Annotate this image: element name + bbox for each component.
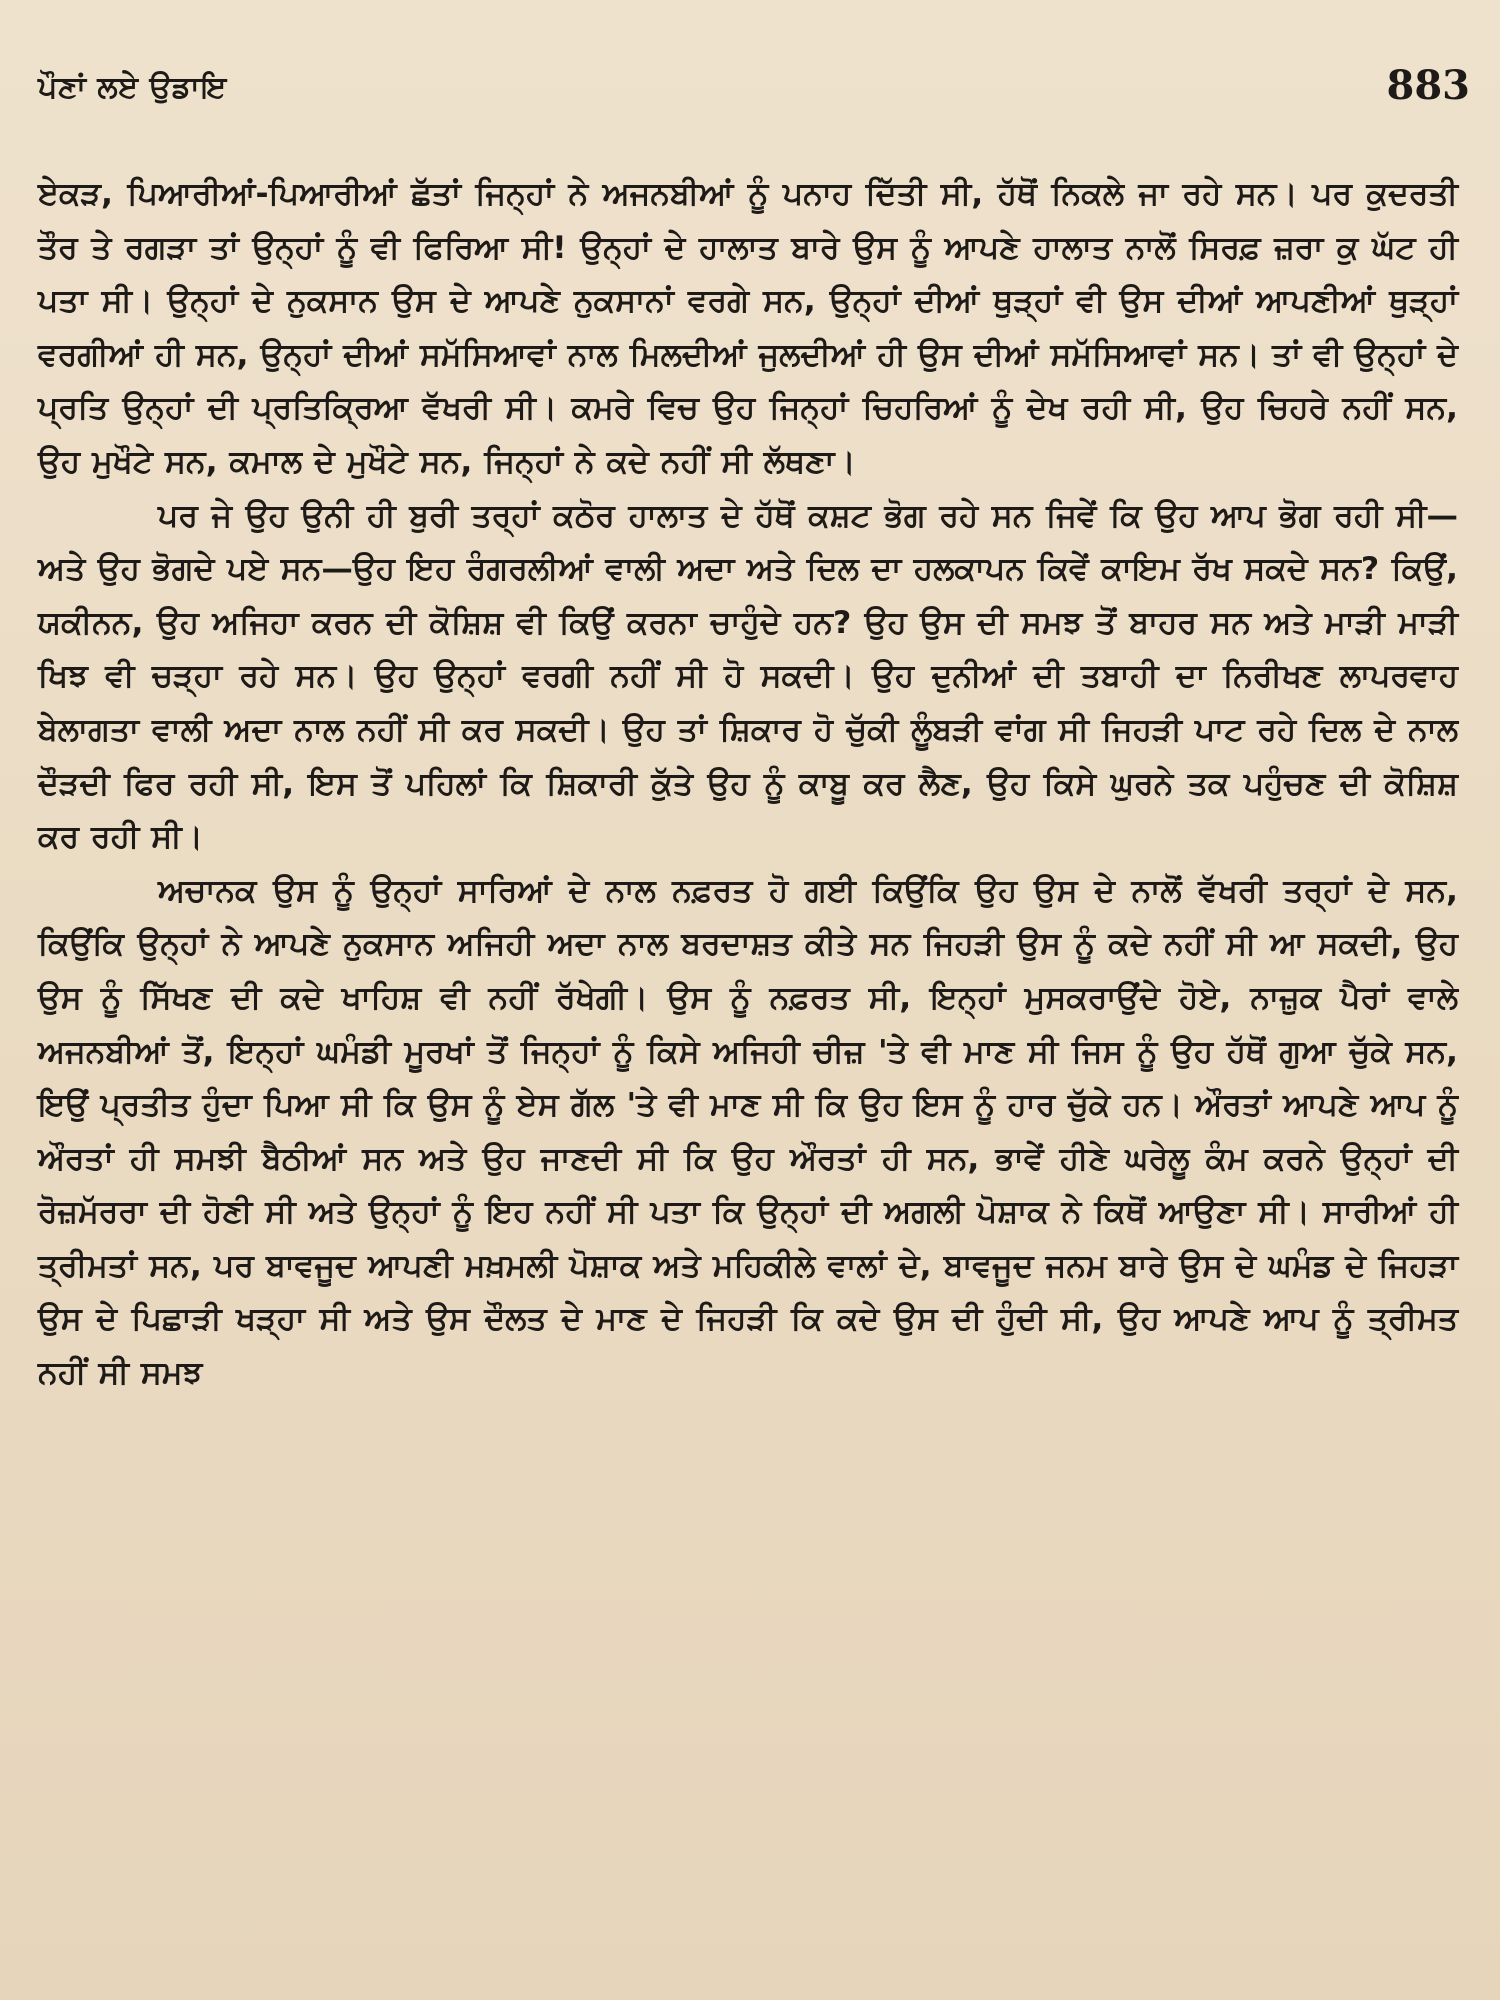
paragraph-3: ਅਚਾਨਕ ਉਸ ਨੂੰ ਉਨ੍ਹਾਂ ਸਾਰਿਆਂ ਦੇ ਨਾਲ ਨਫ਼ਰਤ ਹੋ ਗਈ ਕਿਉਂਕਿ ਉਹ ਉਸ ਦੇ ਨਾਲੋਂ ਵੱਖਰੀ ਤਰ੍ਹਾਂ ਦੇ ਸਨ, ਕਿਉਂਕਿ ਉਨ੍ਹਾਂ ਨੇ ਆਪਣੇ ਨੁਕਸਾਨ ਅਜਿਹੀ ਅਦਾ ਨਾਲ ਬਰਦਾਸ਼ਤ ਕੀਤੇ ਸਨ ਜਿਹੜੀ ਉਸ ਨੂੰ ਕਦੇ ਨਹੀਂ ਸੀ ਆ ਸਕਦੀ, ਉਹ ਉਸ ਨੂੰ ਸਿੱਖਣ ਦੀ ਕਦੇ ਖਾਹਿਸ਼ ਵੀ ਨਹੀਂ ਰੱਖੇਗੀ। ਉਸ ਨੂੰ ਨਫ਼ਰਤ ਸੀ, ਇਨ੍ਹਾਂ ਮੁਸਕਰਾਉਂਦੇ ਹੋਏ, ਨਾਜ਼ੁਕ ਪੈਰਾਂ ਵਾਲੇ ਅਜਨਬੀਆਂ ਤੋਂ, ਇਨ੍ਹਾਂ ਘਮੰਡੀ ਮੂਰਖਾਂ ਤੋਂ ਜਿਨ੍ਹਾਂ ਨੂੰ ਕਿਸੇ ਅਜਿਹੀ ਚੀਜ਼ 'ਤੇ ਵੀ ਮਾਣ ਸੀ ਜਿਸ ਨੂੰ ਉਹ ਹੱਥੋਂ ਗੁਆ ਚੁੱਕੇ ਸਨ, ਇਉਂ ਪ੍ਰਤੀਤ ਹੁੰਦਾ ਪਿਆ ਸੀ ਕਿ ਉਸ ਨੂੰ ਏਸ ਗੱਲ 'ਤੇ ਵੀ ਮਾਣ ਸੀ ਕਿ ਉਹ ਇਸ ਨੂੰ ਹਾਰ ਚੁੱਕੇ ਹਨ। ਔਰਤਾਂ ਆਪਣੇ ਆਪ ਨੂੰ ਔਰਤਾਂ ਹੀ ਸਮਝੀ ਬੈਠੀਆਂ ਸਨ ਅਤੇ ਉਹ ਜਾਣਦੀ ਸੀ ਕਿ ਉਹ ਔਰਤਾਂ ਹੀ ਸਨ, ਭਾਵੇਂ ਹੀਣੇ ਘਰੇਲੂ ਕੰਮ ਕਰਨੇ ਉਨ੍ਹਾਂ ਦੀ ਰੋਜ਼ਮੱਰਰਾ ਦੀ ਹੋਣੀ ਸੀ ਅਤੇ ਉਨ੍ਹਾਂ ਨੂੰ ਇਹ ਨਹੀਂ ਸੀ ਪਤਾ ਕਿ ਉਨ੍ਹਾਂ ਦੀ ਅਗਲੀ ਪੋਸ਼ਾਕ ਨੇ ਕਿਥੋਂ ਆਉਣਾ ਸੀ। ਸਾਰੀਆਂ ਹੀ ਤ੍ਰੀਮਤਾਂ ਸਨ, ਪਰ ਬਾਵਜੂਦ ਆਪਣੀ ਮਖ਼ਮਲੀ ਪੋਸ਼ਾਕ ਅਤੇ ਮਹਿਕੀਲੇ ਵਾਲਾਂ ਦੇ, ਬਾਵਜੂਦ ਜਨਮ ਬਾਰੇ ਉਸ ਦੇ ਘਮੰਡ ਦੇ ਜਿਹੜਾ ਉਸ ਦੇ ਪਿਛਾੜੀ ਖੜ੍ਹਾ ਸੀ ਅਤੇ ਉਸ ਦੌਲਤ ਦੇ ਮਾਣ ਦੇ ਜਿਹੜੀ ਕਿ ਕਦੇ ਉਸ ਦੀ ਹੁੰਦੀ ਸੀ, ਉਹ ਆਪਣੇ ਆਪ ਨੂੰ ਤ੍ਰੀਮਤ ਨਹੀਂ ਸੀ ਸਮਝ [38,872,1458,1392]
page-number: 883 [1386,62,1470,109]
body-text [38,168,1458,1401]
paragraph-2: ਪਰ ਜੇ ਉਹ ਉਨੀ ਹੀ ਬੁਰੀ ਤਰ੍ਹਾਂ ਕਠੋਰ ਹਾਲਾਤ ਦੇ ਹੱਥੋਂ ਕਸ਼ਟ ਭੋਗ ਰਹੇ ਸਨ ਜਿਵੇਂ ਕਿ ਉਹ ਆਪ ਭੋਗ ਰਹੀ ਸੀ—ਅਤੇ ਉਹ ਭੋਗਦੇ ਪਏ ਸਨ—ਉਹ ਇਹ ਰੰਗਰਲੀਆਂ ਵਾਲੀ ਅਦਾ ਅਤੇ ਦਿਲ ਦਾ ਹਲਕਾਪਨ ਕਿਵੇਂ ਕਾਇਮ ਰੱਖ ਸਕਦੇ ਸਨ? ਕਿਉਂ, ਯਕੀਨਨ, ਉਹ ਅਜਿਹਾ ਕਰਨ ਦੀ ਕੋਸ਼ਿਸ਼ ਵੀ ਕਿਉਂ ਕਰਨਾ ਚਾਹੁੰਦੇ ਹਨ? ਉਹ ਉਸ ਦੀ ਸਮਝ ਤੋਂ ਬਾਹਰ ਸਨ ਅਤੇ ਮਾੜੀ ਮਾੜੀ ਖਿਝ ਵੀ ਚੜ੍ਹਾ ਰਹੇ ਸਨ। ਉਹ ਉਨ੍ਹਾਂ ਵਰਗੀ ਨਹੀਂ ਸੀ ਹੋ ਸਕਦੀ। ਉਹ ਦੁਨੀਆਂ ਦੀ ਤਬਾਹੀ ਦਾ ਨਿਰੀਖਣ ਲਾਪਰਵਾਹ ਬੇਲਾਗਤਾ ਵਾਲੀ ਅਦਾ ਨਾਲ ਨਹੀਂ ਸੀ ਕਰ ਸਕਦੀ। ਉਹ ਤਾਂ ਸ਼ਿਕਾਰ ਹੋ ਚੁੱਕੀ ਲੂੰਬੜੀ ਵਾਂਗ ਸੀ ਜਿਹੜੀ ਪਾਟ ਰਹੇ ਦਿਲ ਦੇ ਨਾਲ ਦੌੜਦੀ ਫਿਰ ਰਹੀ ਸੀ, ਇਸ ਤੋਂ ਪਹਿਲਾਂ ਕਿ ਸ਼ਿਕਾਰੀ ਕੁੱਤੇ ਉਹ ਨੂੰ ਕਾਬੂ ਕਰ ਲੈਣ, ਉਹ ਕਿਸੇ ਘੁਰਨੇ ਤਕ ਪਹੁੰਚਣ ਦੀ ਕੋਸ਼ਿਸ਼ ਕਰ ਰਹੀ ਸੀ। [38,497,1458,856]
page-header [38,62,1470,112]
running-title: ਪੌਣਾਂ ਲਏ ਉਡਾਇ [38,70,227,105]
paragraph-1: ਏਕੜ, ਪਿਆਰੀਆਂ-ਪਿਆਰੀਆਂ ਛੱਤਾਂ ਜਿਨ੍ਹਾਂ ਨੇ ਅਜਨਬੀਆਂ ਨੂੰ ਪਨਾਹ ਦਿੱਤੀ ਸੀ, ਹੱਥੋਂ ਨਿਕਲੇ ਜਾ ਰਹੇ ਸਨ। ਪਰ ਕੁਦਰਤੀ ਤੌਰ ਤੇ ਰਗੜਾ ਤਾਂ ਉਨ੍ਹਾਂ ਨੂੰ ਵੀ ਫਿਰਿਆ ਸੀ! ਉਨ੍ਹਾਂ ਦੇ ਹਾਲਾਤ ਬਾਰੇ ਉਸ ਨੂੰ ਆਪਣੇ ਹਾਲਾਤ ਨਾਲੋਂ ਸਿਰਫ਼ ਜ਼ਰਾ ਕੁ ਘੱਟ ਹੀ ਪਤਾ ਸੀ। ਉਨ੍ਹਾਂ ਦੇ ਨੁਕਸਾਨ ਉਸ ਦੇ ਆਪਣੇ ਨੁਕਸਾਨਾਂ ਵਰਗੇ ਸਨ, ਉਨ੍ਹਾਂ ਦੀਆਂ ਥੁੜ੍ਹਾਂ ਵੀ ਉਸ ਦੀਆਂ ਆਪਣੀਆਂ ਥੁੜ੍ਹਾਂ ਵਰਗੀਆਂ ਹੀ ਸਨ, ਉਨ੍ਹਾਂ ਦੀਆਂ ਸਮੱਸਿਆਵਾਂ ਨਾਲ ਮਿਲਦੀਆਂ ਜੁਲਦੀਆਂ ਹੀ ਉਸ ਦੀਆਂ ਸਮੱਸਿਆਵਾਂ ਸਨ। ਤਾਂ ਵੀ ਉਨ੍ਹਾਂ ਦੇ ਪ੍ਰਤਿ ਉਨ੍ਹਾਂ ਦੀ ਪ੍ਰਤਿਕ੍ਰਿਆ ਵੱਖਰੀ ਸੀ। ਕਮਰੇ ਵਿਚ ਉਹ ਜਿਨ੍ਹਾਂ ਚਿਹਰਿਆਂ ਨੂੰ ਦੇਖ ਰਹੀ ਸੀ, ਉਹ ਚਿਹਰੇ ਨਹੀਂ ਸਨ, ਉਹ ਮੁਖੌਟੇ ਸਨ, ਕਮਾਲ ਦੇ ਮੁਖੌਟੇ ਸਨ, ਜਿਨ੍ਹਾਂ ਨੇ ਕਦੇ ਨਹੀਂ ਸੀ ਲੱਥਣਾ। [38,176,1458,480]
